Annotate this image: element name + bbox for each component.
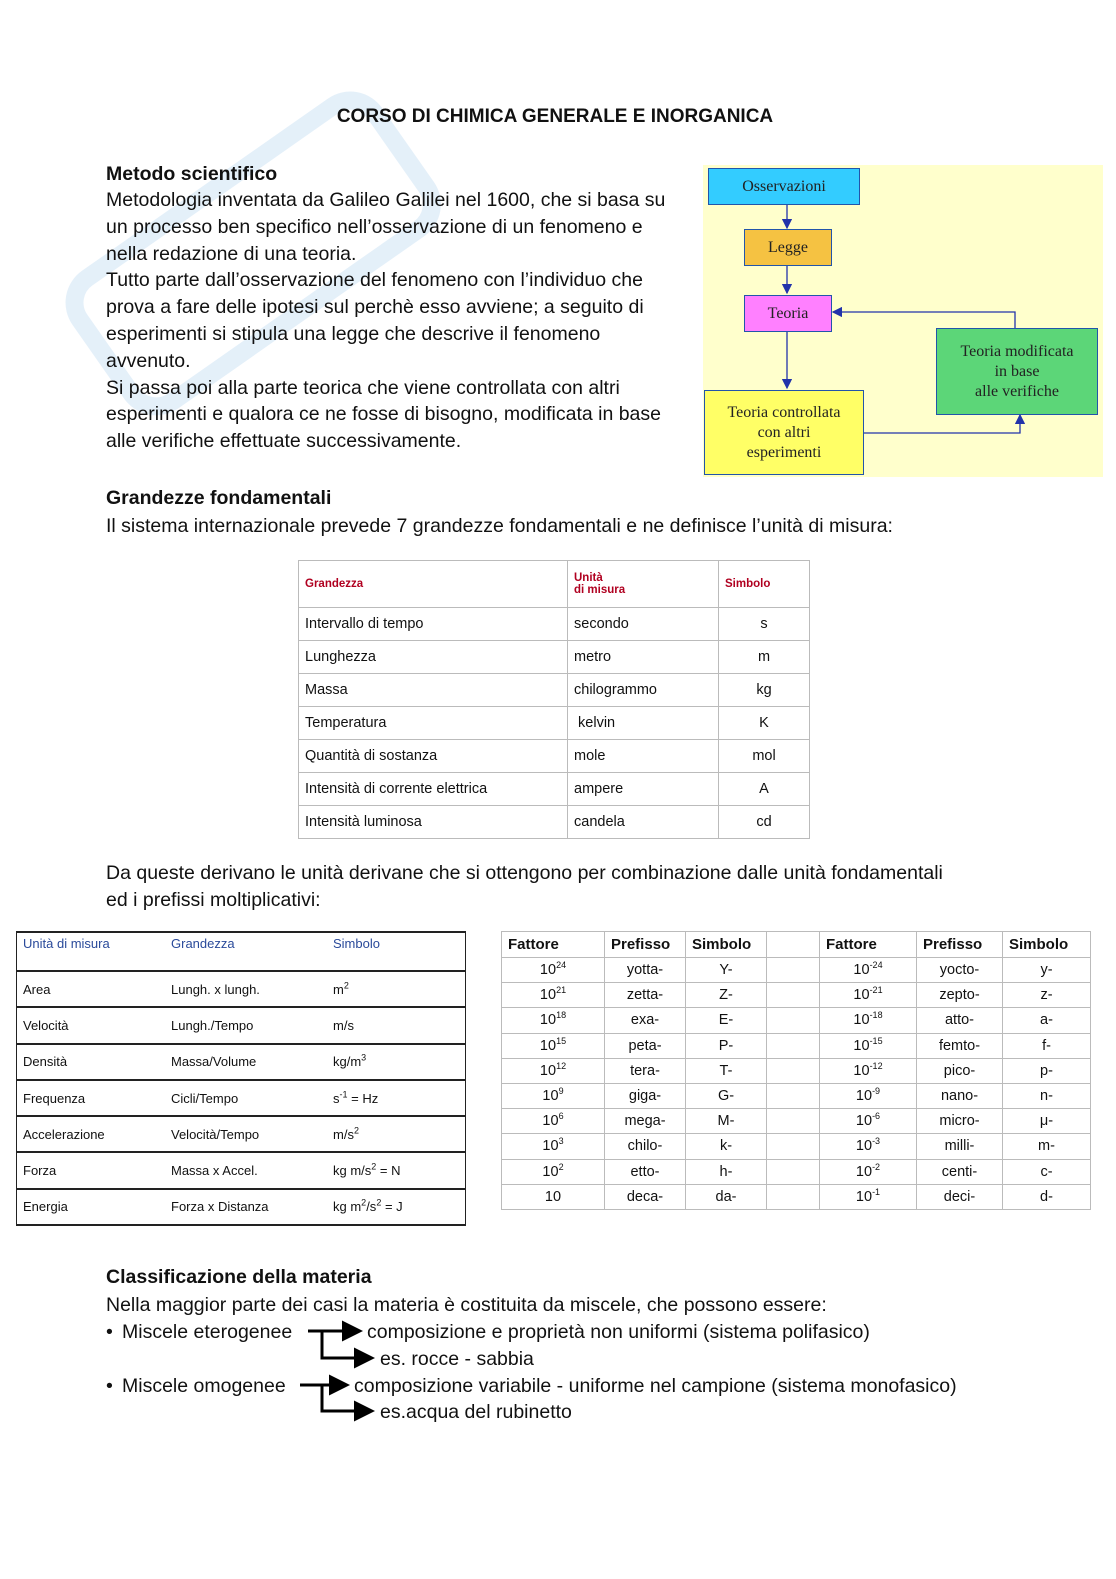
metodo-line: Si passa poi alla parte teorica che viene controllata con altri bbox=[106, 376, 620, 399]
cell: pico- bbox=[917, 1058, 1003, 1083]
box-legge: Legge bbox=[744, 229, 832, 266]
cell: kelvin bbox=[568, 707, 719, 740]
cell bbox=[767, 958, 820, 983]
cell: p- bbox=[1003, 1058, 1091, 1083]
cell: chilo- bbox=[605, 1134, 686, 1159]
cell: kg $m^2/s^2 = J$ bbox=[327, 1189, 466, 1225]
cell: $10^{-2}$ bbox=[820, 1159, 917, 1184]
cell: $s^{-1} = Hz$ bbox=[327, 1080, 466, 1116]
cell: c- bbox=[1003, 1159, 1091, 1184]
cell: micro- bbox=[917, 1109, 1003, 1134]
item-eterogenee-label: Miscele eterogenee bbox=[122, 1321, 293, 1343]
table-header-row bbox=[17, 932, 466, 971]
cell: s bbox=[719, 608, 810, 641]
cell: f- bbox=[1003, 1033, 1091, 1058]
cell: Intensità di corrente elettrica bbox=[299, 773, 568, 806]
cell: $10^9$ bbox=[502, 1083, 605, 1108]
cell: $10^{12}$ bbox=[502, 1058, 605, 1083]
cell: Forza bbox=[17, 1152, 166, 1188]
grandezze-table bbox=[298, 560, 810, 839]
cell: Massa bbox=[299, 674, 568, 707]
box-line: esperimenti bbox=[746, 443, 822, 461]
cell: Massa/Volume bbox=[165, 1044, 327, 1080]
cell: 10 bbox=[502, 1184, 605, 1209]
col-header-simbolo: Simbolo bbox=[686, 932, 767, 958]
table-row bbox=[299, 806, 810, 839]
cell: Temperatura bbox=[299, 707, 568, 740]
cell: mega- bbox=[605, 1109, 686, 1134]
metodo-line: Tutto parte dall’osservazione del fenomeno con l’individuo che bbox=[106, 269, 643, 292]
metodo-line: esperimenti e qualora ce ne fosse di bisogno, modificata in base bbox=[106, 403, 661, 426]
cell: Massa x Accel. bbox=[165, 1152, 327, 1188]
cell bbox=[767, 1008, 820, 1033]
col-header-simbolo: Simbolo bbox=[719, 561, 810, 608]
arrow-omogenee-b bbox=[322, 1385, 372, 1411]
table-row bbox=[17, 1080, 466, 1116]
metodo-line: prova a fare delle ipotesi sul perchè esso avviene; a seguito di bbox=[106, 296, 644, 319]
derivate-text bbox=[106, 860, 1066, 914]
cell: $10^{-9}$ bbox=[820, 1083, 917, 1108]
cell: d- bbox=[1003, 1184, 1091, 1209]
col-header-grandezza: Grandezza bbox=[299, 561, 568, 608]
cell bbox=[767, 1033, 820, 1058]
cell: metro bbox=[568, 641, 719, 674]
col-header-spacer bbox=[767, 932, 820, 958]
cell: peta- bbox=[605, 1033, 686, 1058]
cell: chilogrammo bbox=[568, 674, 719, 707]
cell: m- bbox=[1003, 1134, 1091, 1159]
grandezze-text: Il sistema internazionale prevede 7 grandezze fondamentali e ne definisce l’unità di misura: bbox=[106, 515, 893, 537]
col-header-unita bbox=[568, 561, 719, 608]
table-row bbox=[299, 641, 810, 674]
table-row bbox=[299, 608, 810, 641]
cell bbox=[767, 983, 820, 1008]
cell: Intensità luminosa bbox=[299, 806, 568, 839]
item-omogenee-desc: composizione variabile - uniforme nel campione (sistema monofasico) bbox=[354, 1375, 957, 1397]
cell: m bbox=[719, 641, 810, 674]
cell bbox=[767, 1134, 820, 1159]
cell: Accelerazione bbox=[17, 1116, 166, 1152]
col-header-fattore: Fattore bbox=[502, 932, 605, 958]
cell: $10^{-21}$ bbox=[820, 983, 917, 1008]
cell: $10^2$ bbox=[502, 1159, 605, 1184]
box-line: con altri bbox=[757, 423, 811, 441]
table-row bbox=[17, 1116, 466, 1152]
table-header-row bbox=[502, 932, 1091, 958]
header-line: di misura bbox=[574, 584, 626, 596]
cell: n- bbox=[1003, 1083, 1091, 1108]
cell: Cicli/Tempo bbox=[165, 1080, 327, 1116]
metodo-line: alle verifiche effettuate successivamente. bbox=[106, 430, 462, 453]
table-row bbox=[299, 707, 810, 740]
cell: zetta- bbox=[605, 983, 686, 1008]
table-row bbox=[17, 1044, 466, 1080]
cell: Lungh. x lungh. bbox=[165, 971, 327, 1007]
cell: A bbox=[719, 773, 810, 806]
cell: mol bbox=[719, 740, 810, 773]
table-row bbox=[502, 1134, 1091, 1159]
col-header-simbolo-neg: Simbolo bbox=[1003, 932, 1091, 958]
table-row bbox=[502, 1109, 1091, 1134]
cell: Lungh./Tempo bbox=[165, 1007, 327, 1043]
col-header-unita: Unità di misura bbox=[17, 932, 166, 971]
cell bbox=[767, 1083, 820, 1108]
metodo-line: un processo ben specifico nell’osservazione di un fenomeno e bbox=[106, 215, 643, 238]
metodo-heading: Metodo scientifico bbox=[106, 163, 278, 185]
cell: $10^{18}$ bbox=[502, 1008, 605, 1033]
box-line: Teoria controllata bbox=[727, 403, 841, 421]
cell: yocto- bbox=[917, 958, 1003, 983]
cell: E- bbox=[686, 1008, 767, 1033]
item-omogenee-label: Miscele omogenee bbox=[122, 1375, 286, 1397]
cell: $m^2$ bbox=[327, 971, 466, 1007]
cell: candela bbox=[568, 806, 719, 839]
cell: secondo bbox=[568, 608, 719, 641]
item-eterogenee-example: es. rocce - sabbia bbox=[380, 1348, 534, 1370]
table-row bbox=[502, 1083, 1091, 1108]
cell: $m/s^2$ bbox=[327, 1116, 466, 1152]
cell: $10^{21}$ bbox=[502, 983, 605, 1008]
cell: m/s bbox=[327, 1007, 466, 1043]
cell: Forza x Distanza bbox=[165, 1189, 327, 1225]
cell: exa- bbox=[605, 1008, 686, 1033]
metodo-line: nella redazione di una teoria. bbox=[106, 242, 357, 265]
cell: zepto- bbox=[917, 983, 1003, 1008]
cell: etto- bbox=[605, 1159, 686, 1184]
cell: $10^{-3}$ bbox=[820, 1134, 917, 1159]
cell: $10^6$ bbox=[502, 1109, 605, 1134]
cell: $10^{-15}$ bbox=[820, 1033, 917, 1058]
cell: $10^{-1}$ bbox=[820, 1184, 917, 1209]
cell: Frequenza bbox=[17, 1080, 166, 1116]
table-row bbox=[17, 971, 466, 1007]
cell: Velocità bbox=[17, 1007, 166, 1043]
cell: $10^{-6}$ bbox=[820, 1109, 917, 1134]
cell: Densità bbox=[17, 1044, 166, 1080]
table-row bbox=[502, 1159, 1091, 1184]
table-row bbox=[502, 1184, 1091, 1209]
cell: femto- bbox=[917, 1033, 1003, 1058]
col-header-prefisso-neg: Prefisso bbox=[917, 932, 1003, 958]
box-teoria-modificata bbox=[936, 328, 1098, 415]
unita-derivate-table bbox=[16, 931, 466, 1226]
cell: centi- bbox=[917, 1159, 1003, 1184]
cell: Y- bbox=[686, 958, 767, 983]
cell: $10^{15}$ bbox=[502, 1033, 605, 1058]
table-row bbox=[502, 1033, 1091, 1058]
table-row bbox=[17, 1007, 466, 1043]
col-header-grandezza: Grandezza bbox=[165, 932, 327, 971]
cell: $10^{-12}$ bbox=[820, 1058, 917, 1083]
cell: atto- bbox=[917, 1008, 1003, 1033]
item-eterogenee-bullet: • bbox=[106, 1321, 113, 1343]
box-line: alle verifiche bbox=[975, 382, 1059, 400]
table-row bbox=[299, 740, 810, 773]
table-row bbox=[502, 983, 1091, 1008]
box-teoria-controllata bbox=[704, 390, 864, 475]
item-omogenee-bullet: • bbox=[106, 1375, 113, 1397]
prefissi-body bbox=[502, 958, 1091, 1210]
cell bbox=[767, 1184, 820, 1209]
table-row bbox=[17, 1152, 466, 1188]
cell: $10^{-24}$ bbox=[820, 958, 917, 983]
cell: Area bbox=[17, 971, 166, 1007]
derivate-line: Da queste derivano le unità derivane che si ottengono per combinazione dalle unità fondamentali bbox=[106, 862, 943, 884]
metodo-line: avvenuto. bbox=[106, 349, 191, 372]
cell: y- bbox=[1003, 958, 1091, 983]
item-eterogenee-desc: composizione e proprietà non uniformi (sistema polifasico) bbox=[367, 1321, 870, 1343]
box-teoria: Teoria bbox=[744, 295, 832, 332]
arrow-modificata-teoria bbox=[833, 312, 1015, 328]
cell bbox=[767, 1109, 820, 1134]
table-row bbox=[502, 1058, 1091, 1083]
cell: mole bbox=[568, 740, 719, 773]
table-row bbox=[17, 1189, 466, 1225]
col-header-fattore-neg: Fattore bbox=[820, 932, 917, 958]
cell: da- bbox=[686, 1184, 767, 1209]
cell: a- bbox=[1003, 1008, 1091, 1033]
scientific-method-diagram bbox=[703, 165, 1103, 477]
classification-arrows bbox=[300, 1320, 390, 1430]
cell: deci- bbox=[917, 1184, 1003, 1209]
cell: Intervallo di tempo bbox=[299, 608, 568, 641]
cell: cd bbox=[719, 806, 810, 839]
cell: k- bbox=[686, 1134, 767, 1159]
cell: kg bbox=[719, 674, 810, 707]
cell: Quantità di sostanza bbox=[299, 740, 568, 773]
cell: μ- bbox=[1003, 1109, 1091, 1134]
table-row bbox=[299, 674, 810, 707]
classificazione-heading: Classificazione della materia bbox=[106, 1266, 372, 1288]
arrow-eterogenee-b bbox=[322, 1331, 372, 1358]
cell: Velocità/Tempo bbox=[165, 1116, 327, 1152]
cell: P- bbox=[686, 1033, 767, 1058]
cell: K bbox=[719, 707, 810, 740]
item-omogenee-example: es.acqua del rubinetto bbox=[380, 1401, 572, 1423]
box-line: in base bbox=[994, 362, 1040, 380]
classificazione-text: Nella maggior parte dei casi la materia è costituita da miscele, che possono essere: bbox=[106, 1294, 827, 1316]
table-row bbox=[299, 773, 810, 806]
col-header-prefisso: Prefisso bbox=[605, 932, 686, 958]
cell: G- bbox=[686, 1083, 767, 1108]
table-row bbox=[502, 1008, 1091, 1033]
cell: $kg/m^3$ bbox=[327, 1044, 466, 1080]
cell: tera- bbox=[605, 1058, 686, 1083]
box-line: Teoria modificata bbox=[960, 342, 1074, 360]
cell: ampere bbox=[568, 773, 719, 806]
metodo-section bbox=[106, 163, 706, 455]
arrow-controllata-modificata bbox=[864, 415, 1020, 433]
col-header-simbolo: Simbolo bbox=[327, 932, 466, 971]
cell: z- bbox=[1003, 983, 1091, 1008]
cell: $10^{24}$ bbox=[502, 958, 605, 983]
cell bbox=[767, 1058, 820, 1083]
cell: h- bbox=[686, 1159, 767, 1184]
cell: $10^{-18}$ bbox=[820, 1008, 917, 1033]
cell: T- bbox=[686, 1058, 767, 1083]
cell: $10^3$ bbox=[502, 1134, 605, 1159]
box-osservazioni: Osservazioni bbox=[708, 168, 860, 205]
cell: Energia bbox=[17, 1189, 166, 1225]
derivate-line: ed i prefissi moltiplicativi: bbox=[106, 888, 321, 911]
grandezze-heading: Grandezze fondamentali bbox=[106, 487, 332, 509]
cell: Z- bbox=[686, 983, 767, 1008]
metodo-paragraph bbox=[106, 187, 706, 455]
cell: milli- bbox=[917, 1134, 1003, 1159]
cell: Lunghezza bbox=[299, 641, 568, 674]
page-title: CORSO DI CHIMICA GENERALE E INORGANICA bbox=[336, 106, 774, 127]
cell: nano- bbox=[917, 1083, 1003, 1108]
header-line: Unità bbox=[574, 572, 603, 584]
cell: deca- bbox=[605, 1184, 686, 1209]
table-row bbox=[502, 958, 1091, 983]
cell: M- bbox=[686, 1109, 767, 1134]
prefissi-table bbox=[501, 931, 1091, 1210]
table-header-row bbox=[299, 561, 810, 608]
cell: giga- bbox=[605, 1083, 686, 1108]
cell: kg $m/s^2 = N$ bbox=[327, 1152, 466, 1188]
cell: yotta- bbox=[605, 958, 686, 983]
metodo-line: Metodologia inventata da Galileo Galilei nel 1600, che si basa su bbox=[106, 189, 666, 211]
cell bbox=[767, 1159, 820, 1184]
metodo-line: esperimenti si stipula una legge che descrive il fenomeno bbox=[106, 322, 601, 345]
